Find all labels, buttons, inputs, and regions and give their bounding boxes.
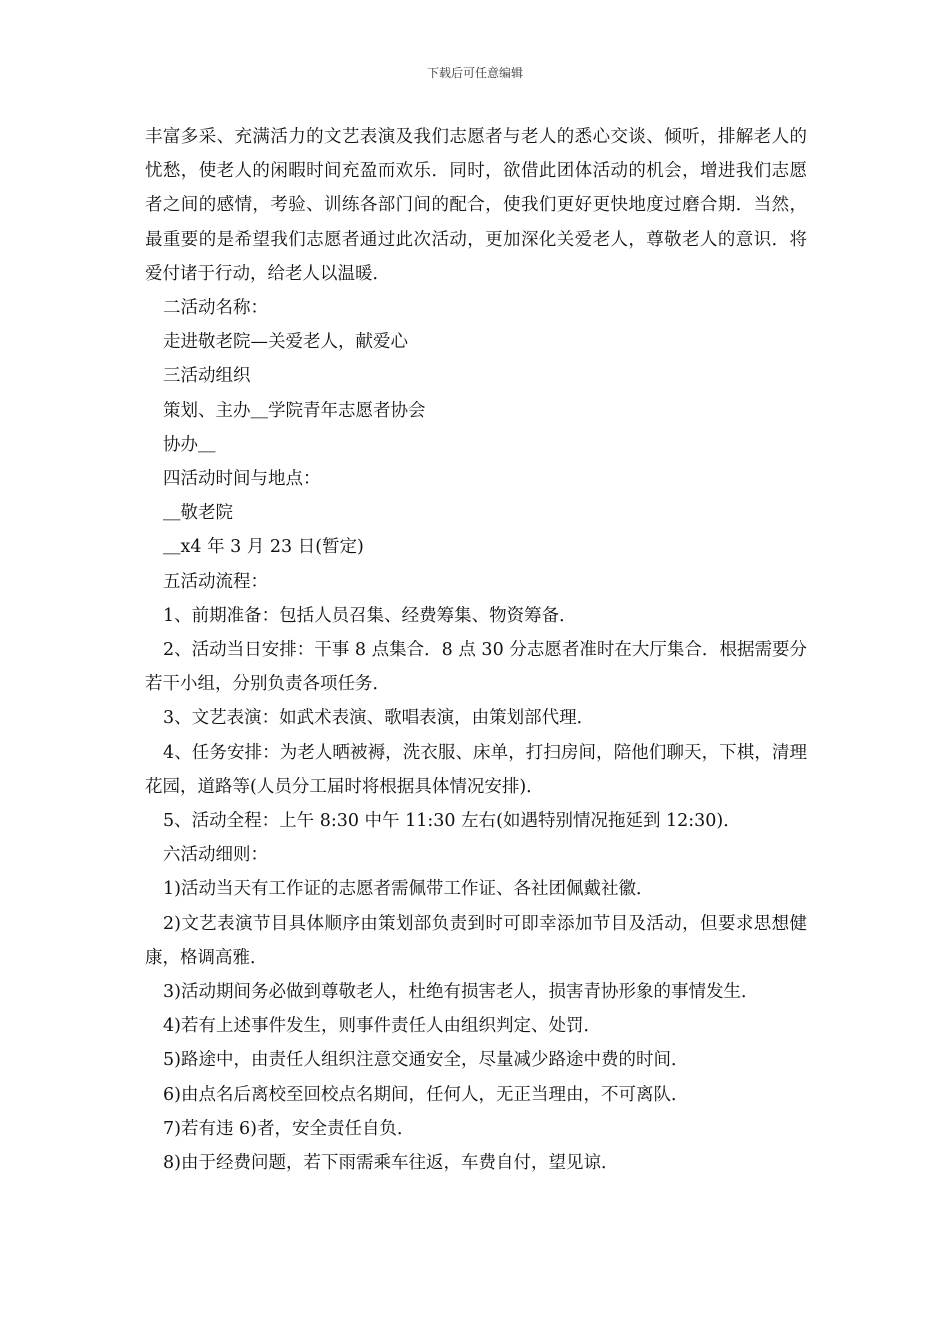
rule-item-6: 6)由点名后离校至回校点名期间，任何人，无正当理由，不可离队． [163, 1084, 689, 1105]
rule-item-1: 1)活动当天有工作证的志愿者需佩带工作证、各社团佩戴社徽． [163, 879, 654, 900]
heading-activity-organization: 三活动组织 [163, 366, 251, 387]
process-item-1: 1、前期准备：包括人员召集、经费筹集、物资筹备． [163, 605, 577, 626]
heading-activity-rules: 六活动细则： [163, 845, 268, 866]
heading-activity-name: 二活动名称： [163, 298, 268, 319]
page-header: 下载后可任意编辑 [426, 66, 523, 80]
organizer-host: 策划、主办＿学院青年志愿者协会 [163, 400, 426, 421]
rule-item-5: 5)路途中，由责任人组织注意交通安全，尽量减少路途中费的时间． [163, 1050, 689, 1071]
paragraph-intro: 丰富多采、充满活力的文艺表演及我们志愿者与老人的悉心交谈、倾听，排解老人的忧愁，使老人的闲暇时间充盈而欢乐．同时，欲借此团体活动的机会，增进我们志愿者之间的感情，考验、训练各部门间的配合，使我们更好更快地度过磨合期．当然，最重要的是希望我们志愿者通过此次活动，更加深化关爱老人，尊敬老人的意识．将爱付诸于行动，给老人以温暖． [145, 127, 807, 284]
process-item-3: 3、文艺表演：如武术表演、歌唱表演，由策划部代理． [163, 708, 595, 729]
rule-item-8: 8)由于经费问题，若下雨需乘车往返，车费自付，望见谅． [163, 1153, 619, 1174]
organizer-co-host: 协办＿ [163, 434, 216, 455]
rule-item-2: 2)文艺表演节目具体顺序由策划部负责到时可即幸添加节目及活动，但要求思想健康，格调高雅． [145, 913, 807, 968]
rule-item-7: 7)若有违 6)者，安全责任自负． [163, 1118, 415, 1139]
rule-item-3: 3)活动期间务必做到尊敬老人，杜绝有损害老人，损害青协形象的事情发生． [163, 982, 759, 1003]
heading-time-location: 四活动时间与地点： [163, 469, 321, 490]
activity-name: 走进敬老院—关爱老人，献爱心 [163, 332, 408, 353]
heading-activity-process: 五活动流程： [163, 571, 268, 592]
process-item-4: 4、任务安排：为老人晒被褥，洗衣服、床单，打扫房间，陪他们聊天，下棋，清理花园，道路等(人员分工届时将根据具体情况安排)． [145, 742, 807, 797]
rule-item-4: 4)若有上述事件发生，则事件责任人由组织判定、处罚． [163, 1016, 601, 1037]
activity-date: ＿x4 年 3 月 23 日(暂定) [163, 537, 364, 558]
process-item-2: 2、活动当日安排：干事 8 点集合．8 点 30 分志愿者准时在大厅集合．根据需要分若干小组，分别负责各项任务． [145, 640, 807, 695]
document-body [145, 120, 807, 1180]
activity-location: ＿敬老院 [163, 503, 233, 524]
process-item-5: 5、活动全程：上午 8:30 中午 11:30 左右(如遇特别情况拖延到 12:30)． [163, 811, 741, 832]
